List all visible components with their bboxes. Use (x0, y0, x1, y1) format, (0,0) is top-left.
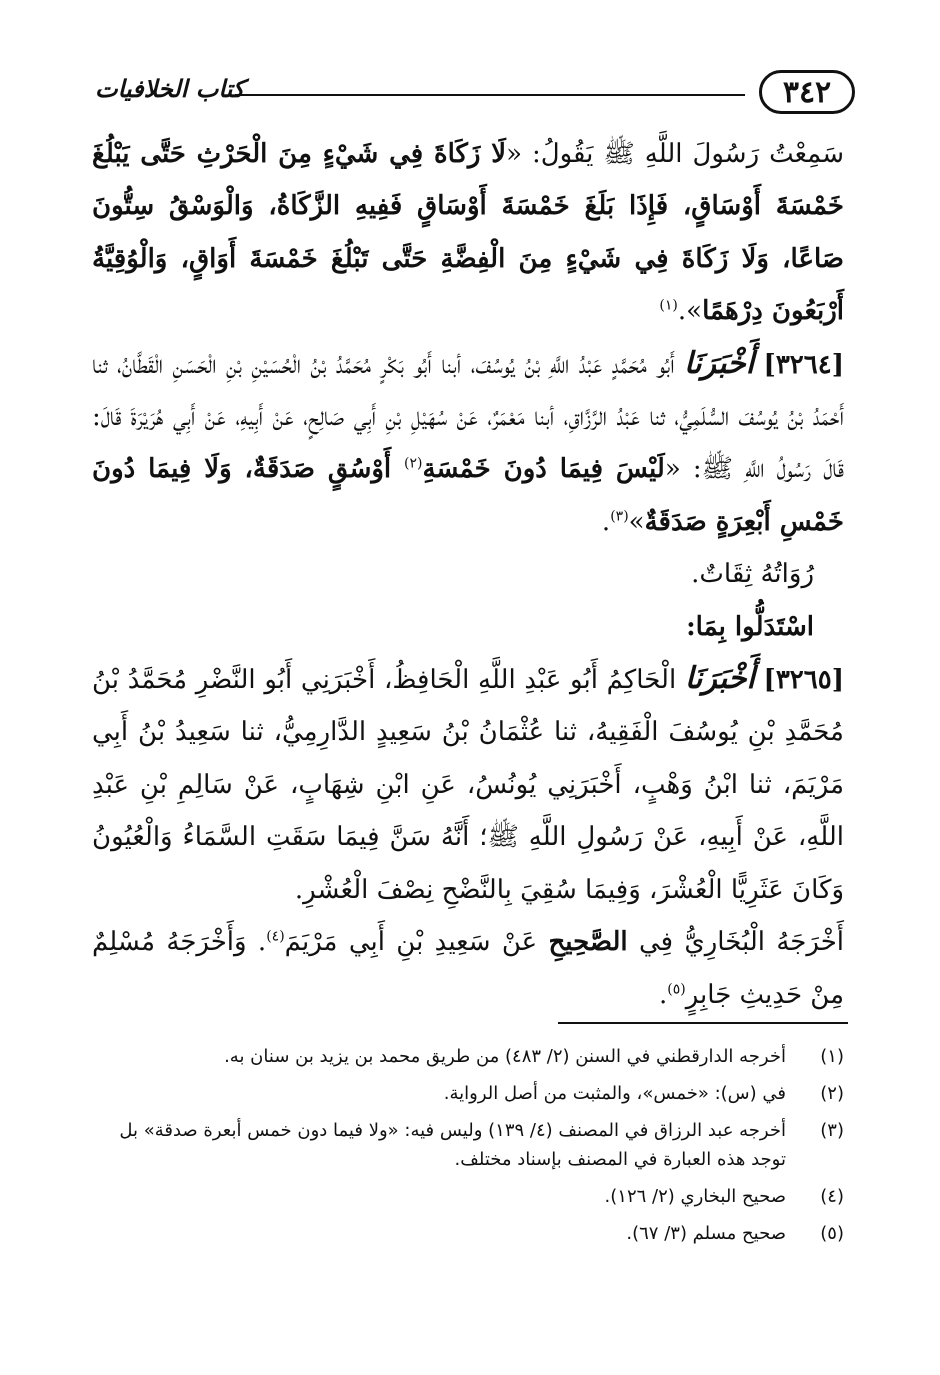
footnote-text: في (س): «خمس»، والمثبت من أصل الرواية. (443, 1083, 786, 1104)
footnote-text: صحيح البخاري (٢/ ١٢٦). (604, 1186, 786, 1207)
main-text (92, 128, 844, 1021)
section-heading: اسْتَدَلُّوا بِمَا: (686, 611, 814, 642)
footnote-item (92, 1219, 844, 1248)
akhbarana-word: أَخْبَرَنَا (684, 661, 755, 697)
hadith-3264: [٣٢٦٤] أَخْبَرَنَا أَبُو مُحَمَّدٍ عَبْدُ اللَّهِ بْنُ يُوسُفَ، أبنا أَبُو بَكْرٍ مُحَمَّدُ بْنُ الْحُسَيْنِ بْنِ الْحَسَنِ الْقَطَّانُ، ثنا أَحْمَدُ بْنُ يُوسُفَ السُّلَمِيُّ، ثنا عَبْدُ الرَّزَّاقِ، أبنا مَعْمَرٌ، عَنْ سُهَيْلِ بْنِ أَبِي صَالِحٍ، عَنْ أَبِيهِ، عَنْ أَبِي هُرَيْرَةَ قَالَ: قَالَ رَسُولُ اللَّهِ ﷺ: «لَيْسَ فِيمَا دُونَ خَمْسَةِ$^{(٢)}$ أَوْسُقٍ صَدَقَةٌ، وَلَا فِيمَا دُونَ خَمْسِ أَبْعِرَةٍ صَدَقَةٌ»$^{(٣)}$. (92, 345, 844, 537)
book-title: كتاب الخلافيات (95, 74, 245, 103)
footnote-item (92, 1182, 844, 1211)
page-number: ٣٤٢ (782, 74, 832, 110)
hadith-text: أَوْسُقٍ صَدَقَةٌ، وَلَا فِيمَا دُونَ خَمْسِ أَبْعِرَةٍ صَدَقَةٌ (92, 454, 844, 537)
header-rule (235, 94, 745, 96)
footnote-item (92, 1079, 844, 1108)
hadith-text: لَا زَكَاةَ فِي شَيْءٍ مِنَ الْحَرْثِ حَتَّى يَبْلُغَ خَمْسَةَ أَوْسَاقٍ، فَإِذَا بَلَغَ خَمْسَةَ أَوْسَاقٍ فَفِيهِ الزَّكَاةُ، وَالْوَسْقُ سِتُّونَ صَاعًا، وَلَا زَكَاةَ فِي شَيْءٍ مِنَ الْفِضَّةِ حَتَّى تَبْلُغَ خَمْسَةَ أَوَاقٍ، وَالْوُقِيَّةُ أَرْبَعُونَ دِرْهَمًا (92, 139, 844, 327)
footnote-ref-5[interactable]: (٥) (667, 980, 686, 997)
takhrij-paragraph: أَخْرَجَهُ الْبُخَارِيُّ فِي الصَّحِيحِ عَنْ سَعِيدِ بْنِ أَبِي مَرْيَمَ$^{(٤)}$. وَأَخْرَجَهُ مُسْلِمٌ مِنْ حَدِيثِ جَابِرٍ$^{(٥)}$. (92, 927, 844, 1010)
footnotes (92, 1042, 844, 1256)
footnote-text: صحيح مسلم (٣/ ٦٧). (626, 1223, 786, 1244)
footnote-number: (٥) (820, 1223, 844, 1244)
footnote-item (92, 1116, 844, 1174)
footnote-ref-1[interactable]: (١) (659, 297, 678, 314)
isnad-chain: أَبُو مُحَمَّدٍ عَبْدُ اللَّهِ بْنُ يُوسُفَ، أبنا أَبُو بَكْرٍ مُحَمَّدُ بْنُ الْحُسَيْنِ بْنِ الْحَسَنِ الْقَطَّانُ، ثنا أَحْمَدُ بْنُ يُوسُفَ السُّلَمِيُّ، ثنا عَبْدُ الرَّزَّاقِ، أبنا مَعْمَرٌ، عَنْ سُهَيْلِ بْنِ أَبِي صَالِحٍ، عَنْ أَبِيهِ، عَنْ أَبِي هُرَيْرَةَ قَالَ: قَالَ رَسُولُ اللَّهِ ﷺ: « (92, 349, 844, 485)
page-header (95, 70, 855, 120)
hadith-text: لَيْسَ فِيمَا دُونَ خَمْسَةِ (422, 454, 665, 485)
paragraph-hadith-continuation: سَمِعْتُ رَسُولَ اللَّهِ ﷺ يَقُولُ: «لَا زَكَاةَ فِي شَيْءٍ مِنَ الْحَرْثِ حَتَّى يَبْلُغَ خَمْسَةَ أَوْسَاقٍ، فَإِذَا بَلَغَ خَمْسَةَ أَوْسَاقٍ فَفِيهِ الزَّكَاةُ، وَالْوَسْقُ سِتُّونَ صَاعًا، وَلَا زَكَاةَ فِي شَيْءٍ مِنَ الْفِضَّةِ حَتَّى تَبْلُغَ خَمْسَةَ أَوَاقٍ، وَالْوُقِيَّةُ أَرْبَعُونَ دِرْهَمًا».$^{(١)}$ (92, 139, 844, 327)
footnote-number: (٣) (820, 1120, 844, 1141)
footnote-ref-4[interactable]: (٤) (266, 928, 285, 945)
footnote-ref-2[interactable]: (٢) (404, 455, 423, 472)
page-number-badge (759, 70, 855, 114)
narrators-note: رُوَاتُهُ ثِقَاتٌ. (691, 559, 814, 590)
akhbarana-word: أَخْبَرَنَا (684, 345, 755, 381)
hadith-number: [٣٢٦٥] (763, 665, 845, 696)
footnote-number: (١) (820, 1046, 844, 1067)
footnote-number: (٢) (820, 1083, 844, 1104)
footnote-number: (٤) (820, 1186, 844, 1207)
footnote-ref-3[interactable]: (٣) (610, 508, 629, 525)
footnote-text: أخرجه الدارقطني في السنن (٢/ ٤٨٣) من طريق محمد بن يزيد بن سنان به. (224, 1046, 786, 1067)
footnote-text: أخرجه عبد الرزاق في المصنف (٤/ ١٣٩) وليس فيه: «ولا فيما دون خمس أبعرة صدقة» بل توجد هذه العبارة في المصنف بإسناد مختلف. (119, 1120, 786, 1170)
sahih-word: الصَّحِيحِ (548, 927, 628, 958)
hadith-3265 (92, 653, 844, 916)
footnote-separator (558, 1022, 848, 1024)
footnote-item (92, 1042, 844, 1071)
isnad-chain: الْحَاكِمُ أَبُو عَبْدِ اللَّهِ الْحَافِظُ، أَخْبَرَنِي أَبُو النَّضْرِ مُحَمَّدُ بْنُ مُحَمَّدِ بْنِ يُوسُفَ الْفَقِيهُ، ثنا عُثْمَانُ بْنُ سَعِيدٍ الدَّارِمِيُّ، ثنا سَعِيدُ بْنُ أَبِي مَرْيَمَ، ثنا ابْنُ وَهْبٍ، أَخْبَرَنِي يُونُسُ، عَنِ ابْنِ شِهَابٍ، عَنْ سَالِمِ بْنِ عَبْدِ اللَّهِ، عَنْ أَبِيهِ، عَنْ رَسُولِ اللَّهِ ﷺ؛ أَنَّهُ سَنَّ فِيمَا سَقَتِ السَّمَاءُ وَالْعُيُونُ وَكَانَ عَثَرِيًّا الْعُشْرَ، وَفِيمَا سُقِيَ بِالنَّضْحِ نِصْفَ الْعُشْرِ. (92, 665, 844, 905)
hadith-number: [٣٢٦٤] (763, 349, 844, 380)
